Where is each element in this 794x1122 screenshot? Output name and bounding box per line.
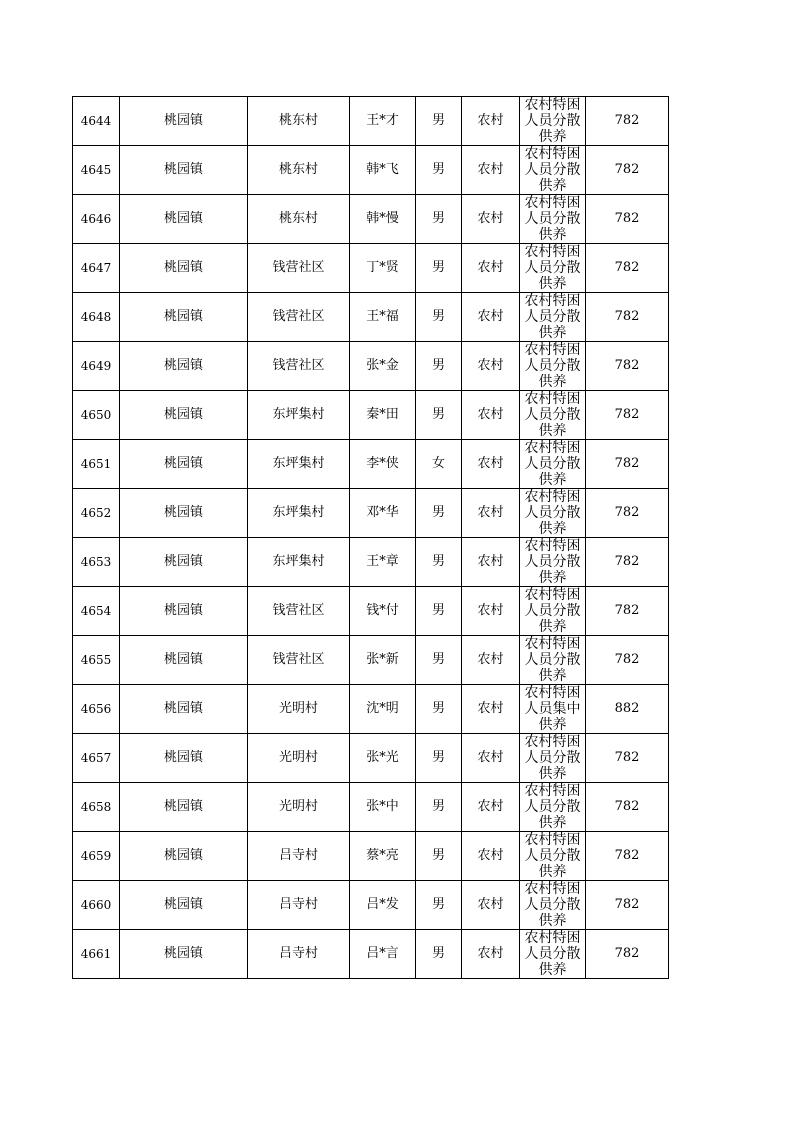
relief-category-cell	[520, 195, 586, 244]
relief-category-cell	[520, 832, 586, 881]
town-cell: 桃园镇	[120, 685, 248, 734]
gender-cell: 男	[416, 244, 462, 293]
serial-number-cell: 4647	[73, 244, 120, 293]
gender-cell: 男	[416, 930, 462, 979]
village-cell: 钱营社区	[248, 587, 350, 636]
amount-cell: 782	[586, 832, 669, 881]
person-name-cell: 吕*发	[350, 881, 416, 930]
relief-category-cell	[520, 391, 586, 440]
household-type-cell: 农村	[462, 734, 520, 783]
person-name-cell: 秦*田	[350, 391, 416, 440]
serial-number-cell: 4659	[73, 832, 120, 881]
gender-cell: 男	[416, 636, 462, 685]
household-type-cell: 农村	[462, 881, 520, 930]
town-cell: 桃园镇	[120, 195, 248, 244]
town-cell: 桃园镇	[120, 930, 248, 979]
relief-category-text: 农村特困人员分散供养	[524, 881, 581, 929]
relief-category-text: 农村特困人员分散供养	[524, 440, 581, 488]
town-cell: 桃园镇	[120, 734, 248, 783]
relief-category-text: 农村特困人员分散供养	[524, 538, 581, 586]
household-type-cell: 农村	[462, 440, 520, 489]
town-cell: 桃园镇	[120, 440, 248, 489]
relief-category-cell	[520, 146, 586, 195]
household-type-cell: 农村	[462, 930, 520, 979]
town-cell: 桃园镇	[120, 146, 248, 195]
table-body	[73, 97, 669, 979]
household-type-cell: 农村	[462, 538, 520, 587]
household-type-cell: 农村	[462, 587, 520, 636]
person-name-cell: 蔡*亮	[350, 832, 416, 881]
town-cell: 桃园镇	[120, 881, 248, 930]
serial-number-cell: 4653	[73, 538, 120, 587]
household-type-cell: 农村	[462, 685, 520, 734]
amount-cell: 782	[586, 489, 669, 538]
gender-cell: 男	[416, 832, 462, 881]
table-row	[73, 930, 669, 979]
amount-cell: 782	[586, 440, 669, 489]
relief-category-cell	[520, 97, 586, 146]
person-name-cell: 沈*明	[350, 685, 416, 734]
relief-category-text: 农村特困人员分散供养	[524, 783, 581, 831]
table-row	[73, 587, 669, 636]
gender-cell: 男	[416, 538, 462, 587]
table-row	[73, 734, 669, 783]
amount-cell: 782	[586, 587, 669, 636]
person-name-cell: 李*侠	[350, 440, 416, 489]
person-name-cell: 王*才	[350, 97, 416, 146]
relief-category-cell	[520, 783, 586, 832]
amount-cell: 782	[586, 538, 669, 587]
village-cell: 吕寺村	[248, 881, 350, 930]
household-type-cell: 农村	[462, 489, 520, 538]
village-cell: 桃东村	[248, 195, 350, 244]
village-cell: 钱营社区	[248, 636, 350, 685]
household-type-cell: 农村	[462, 783, 520, 832]
gender-cell: 男	[416, 489, 462, 538]
village-cell: 东坪集村	[248, 391, 350, 440]
town-cell: 桃园镇	[120, 293, 248, 342]
amount-cell: 782	[586, 391, 669, 440]
table-row	[73, 783, 669, 832]
table-row	[73, 881, 669, 930]
village-cell: 东坪集村	[248, 489, 350, 538]
relief-category-text: 农村特困人员分散供养	[524, 342, 581, 390]
amount-cell: 782	[586, 783, 669, 832]
table-row	[73, 293, 669, 342]
table-row	[73, 440, 669, 489]
relief-category-cell	[520, 244, 586, 293]
serial-number-cell: 4657	[73, 734, 120, 783]
village-cell: 光明村	[248, 734, 350, 783]
relief-category-text: 农村特困人员分散供养	[524, 97, 581, 145]
town-cell: 桃园镇	[120, 587, 248, 636]
person-name-cell: 韩*飞	[350, 146, 416, 195]
gender-cell: 女	[416, 440, 462, 489]
household-type-cell: 农村	[462, 342, 520, 391]
relief-category-text: 农村特困人员分散供养	[524, 195, 581, 243]
village-cell: 钱营社区	[248, 244, 350, 293]
household-type-cell: 农村	[462, 391, 520, 440]
town-cell: 桃园镇	[120, 391, 248, 440]
table-row	[73, 146, 669, 195]
town-cell: 桃园镇	[120, 783, 248, 832]
town-cell: 桃园镇	[120, 538, 248, 587]
serial-number-cell: 4644	[73, 97, 120, 146]
household-type-cell: 农村	[462, 636, 520, 685]
relief-category-cell	[520, 440, 586, 489]
gender-cell: 男	[416, 734, 462, 783]
amount-cell: 782	[586, 881, 669, 930]
person-name-cell: 丁*贤	[350, 244, 416, 293]
village-cell: 桃东村	[248, 146, 350, 195]
relief-category-text: 农村特困人员分散供养	[524, 489, 581, 537]
person-name-cell: 邓*华	[350, 489, 416, 538]
gender-cell: 男	[416, 587, 462, 636]
gender-cell: 男	[416, 685, 462, 734]
relief-category-cell	[520, 685, 586, 734]
household-type-cell: 农村	[462, 244, 520, 293]
village-cell: 东坪集村	[248, 538, 350, 587]
gender-cell: 男	[416, 342, 462, 391]
gender-cell: 男	[416, 881, 462, 930]
serial-number-cell: 4654	[73, 587, 120, 636]
village-cell: 吕寺村	[248, 930, 350, 979]
amount-cell: 782	[586, 930, 669, 979]
person-name-cell: 张*中	[350, 783, 416, 832]
village-cell: 东坪集村	[248, 440, 350, 489]
household-type-cell: 农村	[462, 293, 520, 342]
person-name-cell: 张*新	[350, 636, 416, 685]
amount-cell: 782	[586, 293, 669, 342]
relief-category-text: 农村特困人员分散供养	[524, 734, 581, 782]
serial-number-cell: 4660	[73, 881, 120, 930]
village-cell: 光明村	[248, 783, 350, 832]
relief-category-cell	[520, 930, 586, 979]
town-cell: 桃园镇	[120, 244, 248, 293]
table-row	[73, 244, 669, 293]
relief-category-cell	[520, 636, 586, 685]
serial-number-cell: 4656	[73, 685, 120, 734]
relief-category-text: 农村特困人员分散供养	[524, 636, 581, 684]
table-row	[73, 636, 669, 685]
relief-category-text: 农村特困人员分散供养	[524, 391, 581, 439]
gender-cell: 男	[416, 97, 462, 146]
relief-category-text: 农村特困人员分散供养	[524, 146, 581, 194]
village-cell: 钱营社区	[248, 342, 350, 391]
town-cell: 桃园镇	[120, 97, 248, 146]
relief-category-text: 农村特困人员分散供养	[524, 832, 581, 880]
gender-cell: 男	[416, 391, 462, 440]
relief-category-text: 农村特困人员分散供养	[524, 244, 581, 292]
person-name-cell: 张*光	[350, 734, 416, 783]
relief-category-text: 农村特困人员分散供养	[524, 930, 581, 978]
person-name-cell: 张*金	[350, 342, 416, 391]
village-cell: 钱营社区	[248, 293, 350, 342]
relief-category-cell	[520, 489, 586, 538]
relief-category-text: 农村特困人员分散供养	[524, 587, 581, 635]
table-row	[73, 685, 669, 734]
table-row	[73, 538, 669, 587]
gender-cell: 男	[416, 146, 462, 195]
relief-category-cell	[520, 293, 586, 342]
relief-category-text: 农村特困人员集中供养	[524, 685, 581, 733]
person-name-cell: 吕*言	[350, 930, 416, 979]
person-name-cell: 王*章	[350, 538, 416, 587]
serial-number-cell: 4652	[73, 489, 120, 538]
relief-category-text: 农村特困人员分散供养	[524, 293, 581, 341]
amount-cell: 782	[586, 734, 669, 783]
village-cell: 吕寺村	[248, 832, 350, 881]
gender-cell: 男	[416, 783, 462, 832]
village-cell: 桃东村	[248, 97, 350, 146]
serial-number-cell: 4645	[73, 146, 120, 195]
household-type-cell: 农村	[462, 832, 520, 881]
person-name-cell: 钱*付	[350, 587, 416, 636]
relief-category-cell	[520, 342, 586, 391]
table-row	[73, 391, 669, 440]
amount-cell: 782	[586, 342, 669, 391]
amount-cell: 782	[586, 244, 669, 293]
amount-cell: 782	[586, 146, 669, 195]
table-row	[73, 342, 669, 391]
relief-category-cell	[520, 587, 586, 636]
table-row	[73, 195, 669, 244]
serial-number-cell: 4658	[73, 783, 120, 832]
town-cell: 桃园镇	[120, 342, 248, 391]
household-type-cell: 农村	[462, 97, 520, 146]
person-name-cell: 韩*慢	[350, 195, 416, 244]
table-row	[73, 97, 669, 146]
serial-number-cell: 4651	[73, 440, 120, 489]
gender-cell: 男	[416, 195, 462, 244]
serial-number-cell: 4650	[73, 391, 120, 440]
town-cell: 桃园镇	[120, 832, 248, 881]
serial-number-cell: 4655	[73, 636, 120, 685]
relief-category-cell	[520, 881, 586, 930]
village-cell: 光明村	[248, 685, 350, 734]
serial-number-cell: 4649	[73, 342, 120, 391]
gender-cell: 男	[416, 293, 462, 342]
amount-cell: 782	[586, 636, 669, 685]
table-row	[73, 489, 669, 538]
serial-number-cell: 4648	[73, 293, 120, 342]
person-name-cell: 王*福	[350, 293, 416, 342]
relief-category-cell	[520, 538, 586, 587]
town-cell: 桃园镇	[120, 636, 248, 685]
town-cell: 桃园镇	[120, 489, 248, 538]
relief-table	[72, 96, 669, 979]
household-type-cell: 农村	[462, 146, 520, 195]
amount-cell: 882	[586, 685, 669, 734]
household-type-cell: 农村	[462, 195, 520, 244]
relief-category-cell	[520, 734, 586, 783]
table-row	[73, 832, 669, 881]
serial-number-cell: 4661	[73, 930, 120, 979]
amount-cell: 782	[586, 195, 669, 244]
amount-cell: 782	[586, 97, 669, 146]
serial-number-cell: 4646	[73, 195, 120, 244]
